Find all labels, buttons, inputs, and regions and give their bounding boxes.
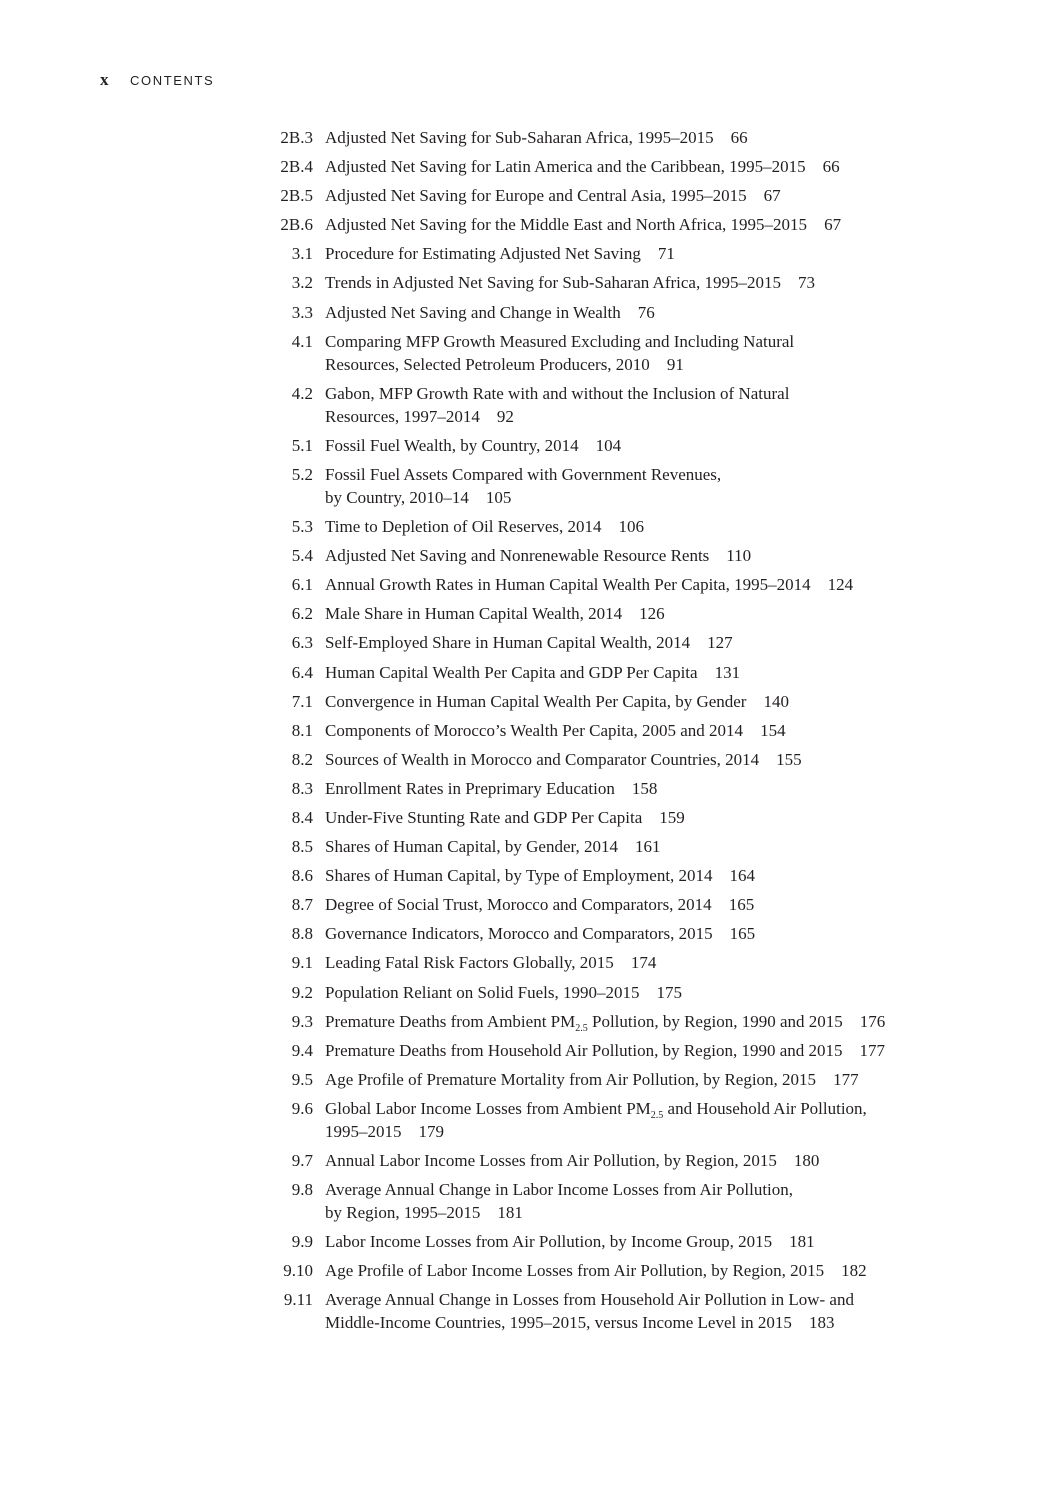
entry-page: 124 [827, 575, 854, 595]
entry-page: 181 [789, 1232, 815, 1252]
entry-number: 5.4 [291, 546, 313, 566]
entry-number: 8.3 [291, 778, 313, 798]
entry-page: 180 [793, 1151, 820, 1170]
toc-entry [270, 981, 910, 1004]
entry-page: 104 [595, 435, 622, 455]
running-head [100, 70, 214, 90]
entry-number: 5.2 [291, 464, 313, 484]
entry-title: Adjusted Net Saving for Europe and Central Asia, 1995–2015 67 [325, 186, 781, 206]
toc-entry [270, 602, 910, 625]
entry-title: Gabon, MFP Growth Rate with and without the Inclusion of Natural Resources, 1997–2014 92 [325, 383, 790, 426]
entry-number: 8.8 [291, 924, 313, 944]
entry-number: 9.9 [291, 1232, 313, 1252]
entry-number: 5.1 [291, 435, 313, 455]
toc-entry [270, 690, 910, 713]
entry-page: 110 [726, 546, 752, 566]
toc-entry [270, 242, 910, 265]
entry-title: Shares of Human Capital, by Type of Employment, 2014 164 [325, 866, 756, 886]
entry-page: 177 [859, 1040, 885, 1060]
entry-title: Age Profile of Labor Income Losses from Air Pollution, by Region, 2015 182 [325, 1261, 867, 1281]
toc-entry [270, 184, 910, 207]
entry-number: 7.1 [291, 691, 313, 711]
entry-title: Adjusted Net Saving for Sub-Saharan Africa, 1995–2015 66 [325, 128, 748, 147]
figure-list [270, 126, 910, 1340]
toc-entry [270, 1259, 910, 1282]
entry-number: 9.3 [291, 1011, 313, 1031]
toc-entry [270, 951, 910, 974]
entry-title: Enrollment Rates in Preprimary Education 158 [325, 778, 658, 798]
entry-number: 9.4 [291, 1040, 313, 1060]
toc-entry [270, 1288, 910, 1334]
entry-title: Annual Labor Income Losses from Air Pollution, by Region, 2015 180 [325, 1151, 820, 1170]
subscript: 2.5 [650, 1109, 664, 1121]
entry-title: Sources of Wealth in Morocco and Comparator Countries, 2014 155 [325, 749, 802, 769]
entry-number: 4.1 [291, 331, 313, 351]
entry-number: 9.8 [291, 1180, 313, 1200]
entry-title: Components of Morocco’s Wealth Per Capita, 2005 and 2014 154 [325, 720, 786, 740]
entry-page: 159 [659, 807, 685, 827]
toc-entry [270, 126, 910, 149]
entry-page: 91 [666, 354, 684, 374]
entry-number: 8.4 [291, 807, 313, 827]
entry-page: 176 [859, 1011, 886, 1031]
entry-title: Trends in Adjusted Net Saving for Sub-Saharan Africa, 1995–2015 73 [325, 273, 815, 293]
entry-page: 164 [729, 866, 756, 886]
entry-page: 179 [418, 1121, 444, 1141]
entry-number: 8.7 [291, 895, 313, 915]
toc-entry [270, 1097, 910, 1143]
entry-page: 183 [808, 1313, 835, 1333]
entry-page: 177 [833, 1069, 859, 1089]
entry-number: 8.5 [291, 837, 313, 857]
entry-page: 155 [776, 749, 802, 769]
entry-number: 9.10 [283, 1261, 313, 1281]
entry-title: Under-Five Stunting Rate and GDP Per Capita 159 [325, 807, 685, 827]
entry-title: Time to Depletion of Oil Reserves, 2014 106 [325, 517, 645, 537]
entry-title: Fossil Fuel Assets Compared with Government Revenues, by Country, 2010–14 105 [325, 464, 722, 507]
entry-title: Annual Growth Rates in Human Capital Wealth Per Capita, 1995–2014 124 [325, 575, 854, 595]
toc-entry [270, 463, 910, 509]
subscript: 2.5 [575, 1022, 588, 1034]
entry-number: 2B.6 [280, 215, 313, 235]
entry-title: Male Share in Human Capital Wealth, 2014 126 [325, 604, 665, 624]
entry-title: Global Labor Income Losses from Ambient $PM_{2.5}$ and Household Air Pollution, 1995–2015 179 [325, 1098, 867, 1141]
entry-page: 175 [656, 982, 683, 1002]
toc-entry [270, 631, 910, 654]
entry-page: 181 [497, 1203, 523, 1223]
entry-title: Procedure for Estimating Adjusted Net Saving 71 [325, 244, 675, 264]
entry-title: Human Capital Wealth Per Capita and GDP Per Capita 131 [325, 662, 741, 682]
entry-page: 67 [824, 215, 842, 235]
entry-page: 126 [639, 604, 665, 624]
entry-title: Leading Fatal Risk Factors Globally, 2015 174 [325, 953, 657, 973]
toc-entry [270, 1068, 910, 1091]
entry-page: 105 [485, 487, 512, 507]
entry-title: Shares of Human Capital, by Gender, 2014 161 [325, 837, 661, 857]
entry-number: 9.2 [291, 982, 313, 1002]
entry-title: Premature Deaths from Household Air Pollution, by Region, 1990 and 2015 177 [325, 1040, 885, 1060]
entry-title: Premature Deaths from Ambient $PM_{2.5}$ Pollution, by Region, 1990 and 2015 176 [325, 1011, 886, 1034]
entry-page: 165 [728, 895, 755, 915]
toc-entry [270, 777, 910, 800]
section-title: CONTENTS [130, 73, 215, 88]
toc-entry [270, 544, 910, 567]
entry-title: Age Profile of Premature Mortality from Air Pollution, by Region, 2015 177 [325, 1069, 859, 1089]
entry-page: 67 [763, 186, 781, 206]
entry-title: Adjusted Net Saving for the Middle East and North Africa, 1995–2015 67 [325, 215, 842, 235]
toc-entry [270, 1178, 910, 1224]
entry-page: 161 [634, 837, 661, 857]
entry-title: Adjusted Net Saving and Nonrenewable Resource Rents 110 [325, 546, 752, 566]
toc-entry [270, 1010, 910, 1033]
entry-title: Labor Income Losses from Air Pollution, by Income Group, 2015 181 [325, 1232, 815, 1252]
entry-page: 154 [760, 720, 786, 740]
entry-number: 9.1 [291, 953, 313, 973]
entry-title: Degree of Social Trust, Morocco and Comparators, 2014 165 [325, 895, 755, 915]
entry-number: 3.1 [291, 244, 313, 264]
entry-title: Average Annual Change in Losses from Household Air Pollution in Low- and Middle-Income Countries, 1995–2015, versus Income Level in 2015 183 [325, 1290, 854, 1333]
entry-title: Fossil Fuel Wealth, by Country, 2014 104 [325, 435, 622, 455]
toc-entry [270, 515, 910, 538]
entry-page: 71 [657, 244, 675, 264]
entry-page: 92 [496, 406, 514, 426]
entry-number: 8.1 [291, 720, 313, 740]
toc-entry [270, 301, 910, 324]
toc-entry [270, 864, 910, 887]
entry-number: 9.11 [283, 1290, 313, 1310]
entry-number: 2B.3 [280, 128, 313, 147]
toc-entry [270, 661, 910, 684]
entry-title: Adjusted Net Saving and Change in Wealth 76 [325, 302, 655, 322]
entry-number: 5.3 [291, 517, 313, 537]
entry-page: 66 [822, 157, 840, 177]
entry-page: 131 [714, 662, 741, 682]
entry-page: 158 [631, 778, 658, 798]
entry-number: 9.5 [291, 1069, 313, 1089]
entry-number: 4.2 [291, 383, 313, 403]
entry-number: 2B.4 [280, 157, 313, 177]
toc-entry [270, 213, 910, 236]
entry-number: 8.2 [291, 749, 313, 769]
entry-title: Self-Employed Share in Human Capital Wealth, 2014 127 [325, 633, 733, 653]
entry-number: 9.7 [291, 1151, 313, 1170]
entry-number: 6.4 [291, 662, 313, 682]
toc-entry [270, 382, 910, 428]
entry-title: Adjusted Net Saving for Latin America and the Caribbean, 1995–2015 66 [325, 157, 840, 177]
toc-entry [270, 922, 910, 945]
entry-number: 9.6 [291, 1098, 313, 1118]
entry-page: 174 [630, 953, 657, 973]
toc-entry [270, 330, 910, 376]
entry-page: 73 [797, 273, 815, 293]
toc-entry [270, 893, 910, 916]
entry-page: 182 [841, 1261, 867, 1281]
entry-number: 6.2 [291, 604, 313, 624]
entry-title: Convergence in Human Capital Wealth Per Capita, by Gender 140 [325, 691, 789, 711]
toc-entry [270, 573, 910, 596]
toc-entry [270, 271, 910, 294]
toc-entry [270, 155, 910, 178]
toc-entry [270, 1230, 910, 1253]
page-number: x [100, 70, 109, 89]
entry-page: 140 [763, 691, 789, 711]
entry-title: Average Annual Change in Labor Income Losses from Air Pollution, by Region, 1995–2015 181 [325, 1180, 794, 1223]
entry-page: 127 [707, 633, 733, 653]
toc-entry [270, 748, 910, 771]
entry-number: 2B.5 [280, 186, 313, 206]
toc-entry [270, 1149, 910, 1172]
entry-number: 3.3 [291, 302, 313, 322]
entry-title: Comparing MFP Growth Measured Excluding and Including Natural Resources, Selected Petroleum Producers, 2010 91 [325, 331, 795, 374]
entry-number: 3.2 [291, 273, 313, 293]
entry-title: Population Reliant on Solid Fuels, 1990–2015 175 [325, 982, 683, 1002]
entry-number: 6.1 [291, 575, 313, 595]
entry-page: 66 [730, 128, 748, 147]
entry-number: 6.3 [291, 633, 313, 653]
toc-entry [270, 719, 910, 742]
entry-page: 106 [618, 517, 645, 537]
toc-entry [270, 434, 910, 457]
entry-title: Governance Indicators, Morocco and Comparators, 2015 165 [325, 924, 756, 944]
entry-page: 165 [729, 924, 756, 944]
entry-page: 76 [637, 302, 655, 322]
entry-number: 8.6 [291, 866, 313, 886]
toc-entry [270, 835, 910, 858]
toc-entry [270, 1039, 910, 1062]
toc-entry [270, 806, 910, 829]
